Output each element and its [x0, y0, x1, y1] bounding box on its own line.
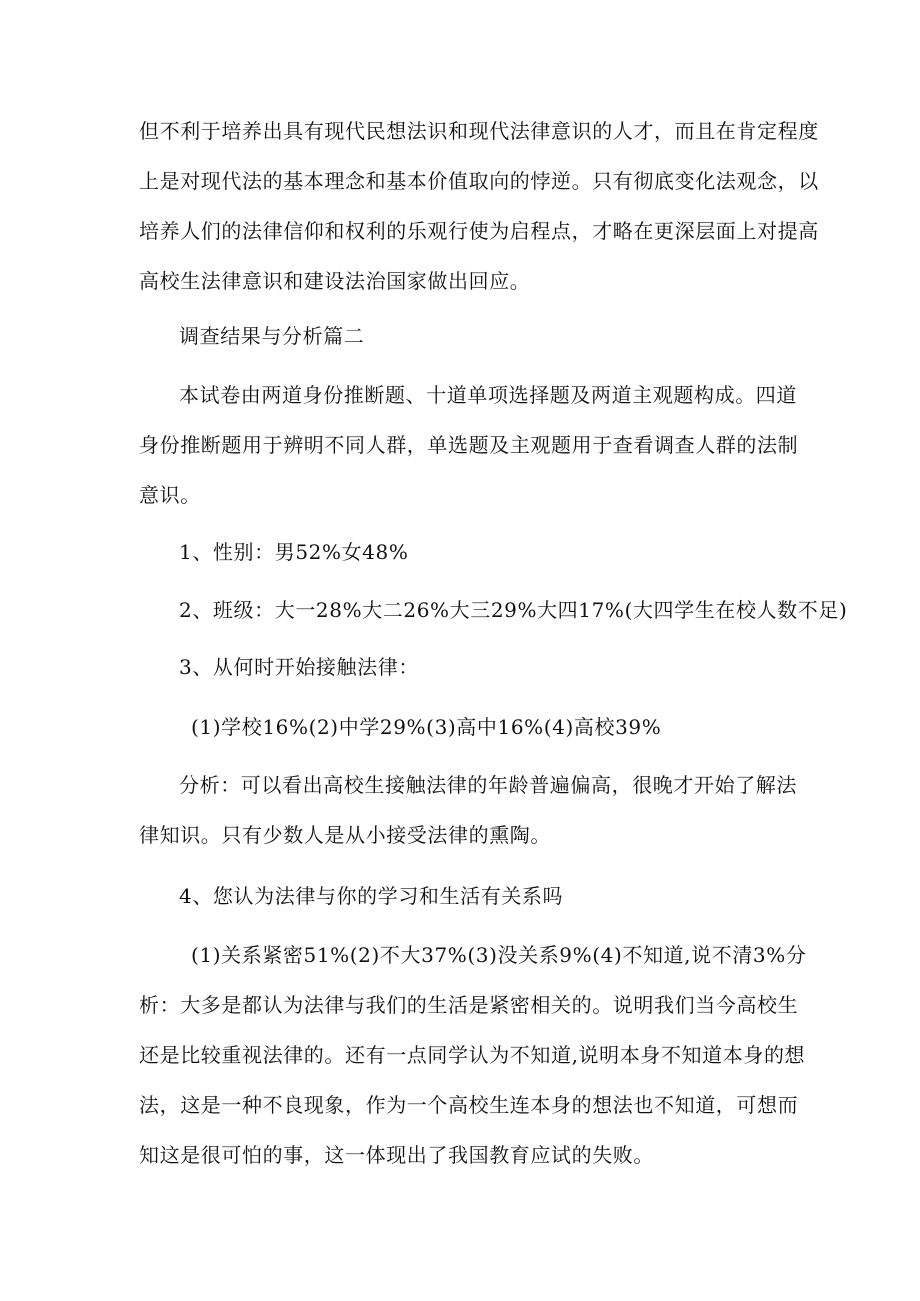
paragraph-2	[139, 370, 799, 520]
paragraph-line: 本试卷由两道身份推断题、十道单项选择题及两道主观题构成。四道	[179, 383, 797, 407]
analysis-1	[139, 760, 799, 860]
paragraph-line: 高校生法律意识和建设法治国家做出回应。	[139, 269, 531, 293]
paragraph-line: 析：大多是都认为法律与我们的生活是紧密相关的。说明我们当今高校生	[139, 993, 799, 1017]
item-3	[139, 642, 799, 692]
item-text: 1、性别：男52%女48%	[179, 540, 409, 564]
item-2	[139, 585, 848, 635]
item-4-block	[139, 930, 807, 1180]
item-1	[139, 527, 799, 577]
paragraph-1	[139, 106, 819, 306]
item-text: 2、班级：大一28%大二26%大三29%大四17%(大四学生在校人数不足)	[179, 598, 848, 622]
paragraph-line: 但不利于培养出具有现代民想法识和现代法律意识的人才，而且在肯定程度	[139, 119, 819, 143]
paragraph-line: 意识。	[139, 483, 201, 507]
paragraph-line: 法，这是一种不良现象，作为一个高校生连本身的想法也不知道，可想而	[139, 1093, 799, 1117]
item-text: 4、您认为法律与你的学习和生活有关系吗	[179, 884, 564, 908]
paragraph-line: 上是对现代法的基本理念和基本价值取向的悖逆。只有彻底变化法观念，以	[139, 169, 819, 193]
paragraph-line: 培养人们的法律信仰和权利的乐观行使为启程点，才略在更深层面上对提高	[139, 219, 819, 243]
item-text: 3、从何时开始接触法律：	[179, 655, 419, 679]
item-3-options	[139, 702, 799, 752]
paragraph-line: 分析：可以看出高校生接触法律的年龄普遍偏高，很晚才开始了解法	[179, 773, 797, 797]
section-heading	[139, 311, 799, 361]
paragraph-line: 知这是很可怕的事，这一体现出了我国教育应试的失败。	[139, 1143, 654, 1167]
item-4	[139, 871, 799, 921]
heading-text: 调查结果与分析篇二	[179, 324, 365, 348]
paragraph-line: 身份推断题用于辨明不同人群，单选题及主观题用于查看调查人群的法制	[139, 433, 799, 457]
paragraph-line: (1)关系紧密51%(2)不大37%(3)没关系9%(4)不知道,说不清3%分	[191, 943, 807, 967]
options-text: (1)学校16%(2)中学29%(3)高中16%(4)高校39%	[191, 715, 662, 739]
paragraph-line: 还是比较重视法律的。还有一点同学认为不知道,说明本身不知道本身的想	[139, 1043, 806, 1067]
paragraph-line: 律知识。只有少数人是从小接受法律的熏陶。	[139, 823, 551, 847]
